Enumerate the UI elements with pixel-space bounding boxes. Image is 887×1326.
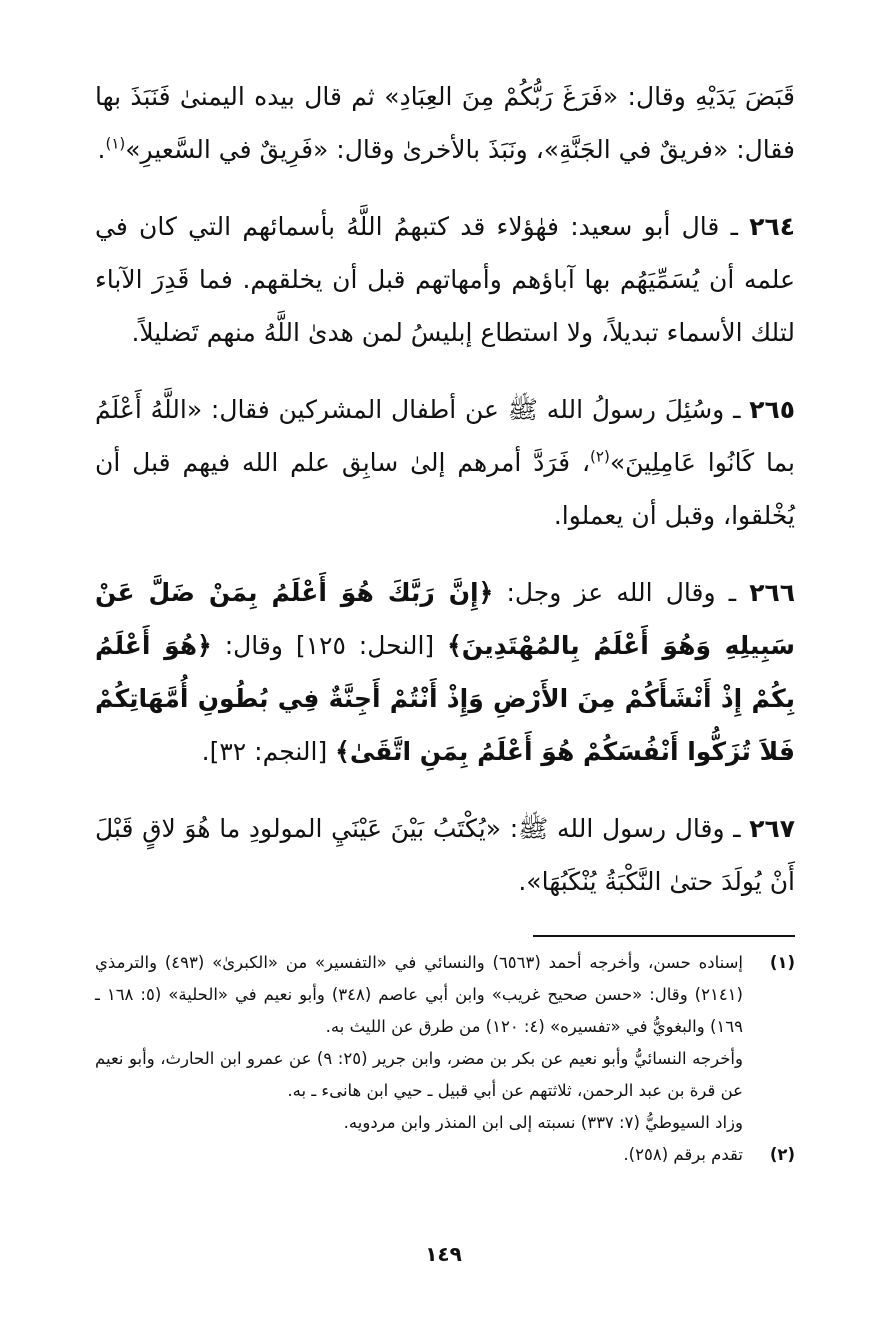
dash: ـ <box>733 395 741 424</box>
footnote-line: وأخرجه النسائيُّ وأبو نعيم عن بكر بن مضر، وابن جرير (٢٥: ٩) عن عمرو ابن الحارث، وأبو نعيم عن قرة بن عبد الرحمن، ثلاثتهم عن أبي قبيل ـ حيي ابن هانىء ـ به. <box>95 1049 743 1100</box>
paragraph-end: . <box>97 135 106 164</box>
paragraph-text: وقال رسول الله ﷺ: «يُكْتَبُ بَيْنَ عَيْنَيِ المولودِ ما هُوَ لاقٍ قَبْلَ أَنْ يُولَدَ حتىٰ النَّكْبَةُ يُنْكَبُهَا». <box>95 814 795 896</box>
footnote-ref-1[interactable]: (١) <box>105 134 126 153</box>
footnote-1 <box>95 947 795 1139</box>
quran-verse-1: ﴿إِنَّ رَبَّكَ هُوَ أَعْلَمُ بِمَنْ ضَلَّ عَنْ سَبِيلِهِ وَهُوَ أَعْلَمُ بِالمُهْتَدِينَ﴾ <box>95 578 795 660</box>
paragraph-264 <box>95 200 795 359</box>
paragraph-number: ٢٦٥ <box>749 395 795 424</box>
paragraph-number: ٢٦٤ <box>749 212 796 241</box>
paragraph-number: ٢٦٦ <box>749 578 796 607</box>
page-body <box>95 70 795 1171</box>
paragraph-mid: وقال: <box>224 631 283 660</box>
footnote-line: وزاد السيوطيُّ (٧: ٣٣٧) نسبته إلى ابن المنذر وابن مردويه. <box>343 1113 743 1132</box>
paragraph-267 <box>95 802 795 908</box>
verse-reference-2: [النجم: ٣٢]. <box>201 737 328 766</box>
paragraph-intro: وقال الله عز وجل: <box>506 578 716 607</box>
dash: ـ <box>733 814 741 843</box>
footnote-line: إسناده حسن، وأخرجه أحمد (٦٥٦٣) والنسائي في «التفسير» من «الكبرىٰ» (٤٩٣) والترمذي (٢١٤١) وقال: «حسن صحيح غريب» وابن أبي عاصم (٣٤٨) وأبو نعيم في «الحلية» (٥: ١٦٨ ـ ١٦٩) والبغويُّ في «تفسيره» (٤: ١٢٠) من طرق عن الليث به. <box>95 953 744 1036</box>
page-number: ١٤٩ <box>425 1242 462 1266</box>
footnote-body <box>95 947 743 1139</box>
paragraph-266 <box>95 566 795 778</box>
footnote-ref-2[interactable]: (٢) <box>590 447 610 466</box>
paragraph-265 <box>95 383 795 542</box>
quran-verse-2: ﴿هُوَ أَعْلَمُ بِكُمْ إِذْ أَنْشَأَكُمْ مِنَ الأَرْضِ وَإِذْ أَنْتُمْ أَجِنَّةٌ فِي بُطُونِ أُمَّهَاتِكُمْ فَلاَ تُزَكُّوا أَنْفُسَكُمْ هُوَ أَعْلَمُ بِمَنِ اتَّقَىٰ﴾ <box>95 631 795 766</box>
footnote-2 <box>95 1139 795 1171</box>
footnote-marker: (١) <box>769 953 795 972</box>
paragraph-text-after: ، فَرَدَّ أمرهم إلىٰ سابِق علم الله فيهم قبل أن يُخْلقوا، وقبل أن يعملوا. <box>95 448 795 530</box>
footnote-separator <box>533 935 795 937</box>
verse-reference-1: [النحل: ١٢٥] <box>295 631 435 660</box>
dash: ـ <box>730 212 738 241</box>
paragraph-text: قَبَضَ يَدَيْهِ وقال: «فَرَغَ رَبُّكُمْ مِنَ العِبَادِ» ثم قال بيده اليمنىٰ فَنَبَذَ بها فقال: «فريقٌ في الجَنَّةِ»، ونَبَذَ بالأخرىٰ وقال: «فَرِيقٌ في السَّعيرِ» <box>95 82 795 164</box>
paragraph-number: ٢٦٧ <box>749 814 796 843</box>
paragraph-text: قال أبو سعيد: فهٰؤلاء قد كتبهمُ اللَّهُ بأسمائهم التي كان في علمه أن يُسَمِّيَهُم بها آباؤهم وأمهاتهم قبل أن يخلقهم. فما قَدِرَ الآباء لتلك الأسماء تبديلاً، ولا استطاع إبليسُ لمن هدىٰ اللَّهُ منهم تَضليلاً. <box>95 212 795 347</box>
footnote-line: تقدم برقم (٢٥٨). <box>623 1145 743 1164</box>
footnote-body <box>95 1139 743 1171</box>
dash: ـ <box>728 578 737 607</box>
paragraph-continuation <box>95 70 795 176</box>
footnote-marker: (٢) <box>769 1145 795 1164</box>
paragraph-text: وسُئِلَ رسولُ الله ﷺ عن أطفال المشركين فقال: «اللَّهُ أَعْلَمُ بما كَانُوا عَامِلِينَ» <box>95 395 796 477</box>
